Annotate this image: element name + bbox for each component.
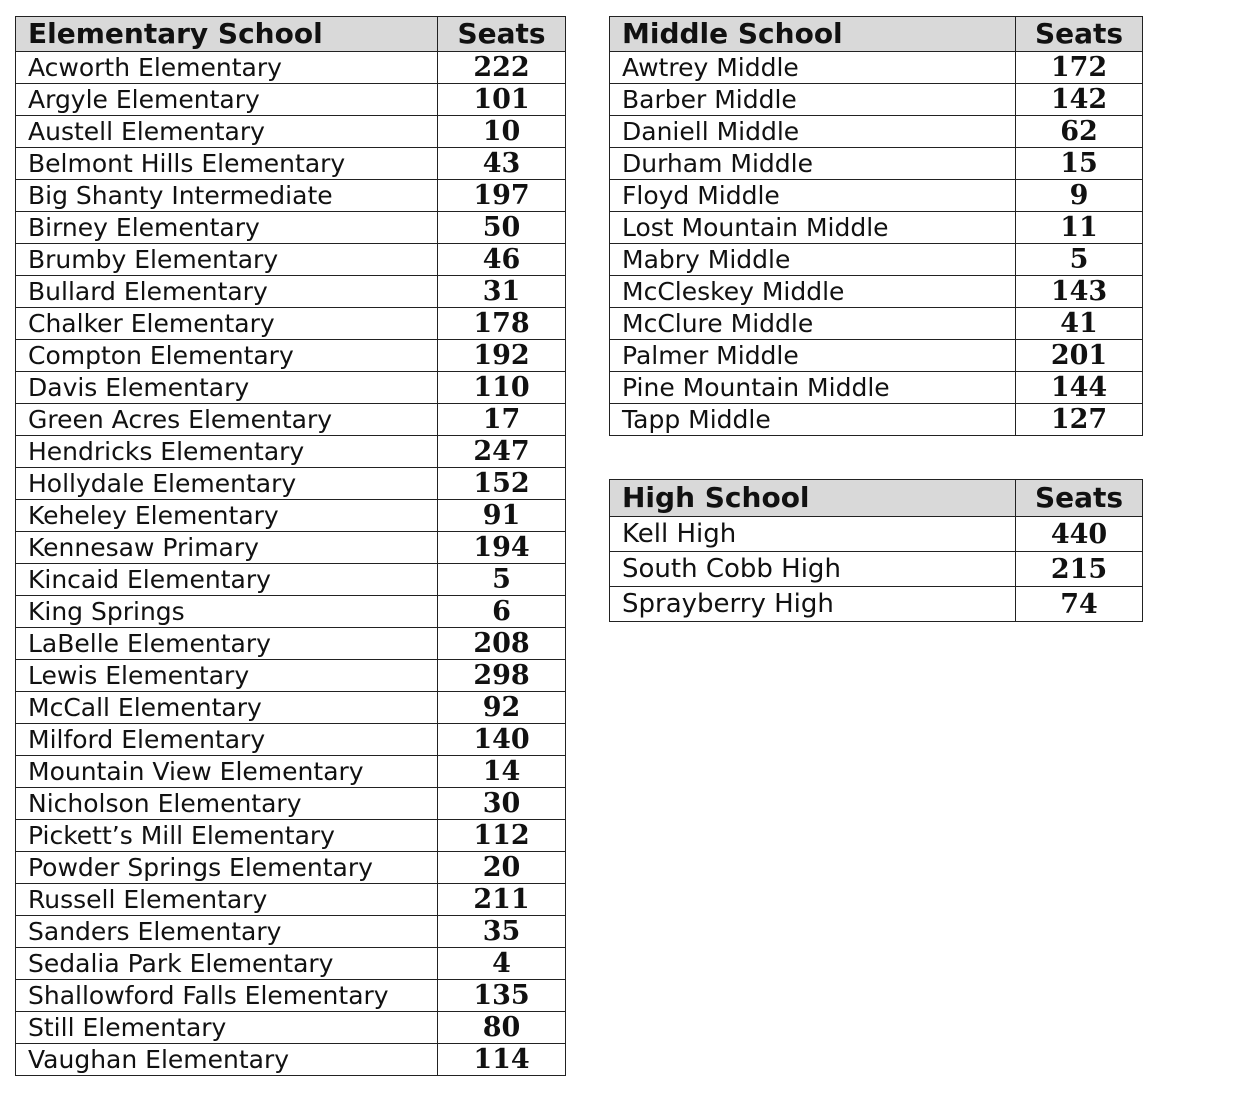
school-name-cell: Compton Elementary: [16, 340, 438, 372]
high-header-row: [610, 480, 1143, 517]
elementary-school-table: [15, 16, 566, 1076]
elementary-header-seats: Seats: [438, 17, 566, 52]
school-name-cell: McCleskey Middle: [610, 276, 1016, 308]
school-name-cell: Austell Elementary: [16, 116, 438, 148]
seats-cell: 215: [1016, 552, 1143, 587]
seats-cell: 41: [1016, 308, 1143, 340]
table-row: [16, 436, 566, 468]
table-row: [610, 276, 1143, 308]
table-row: [16, 788, 566, 820]
middle-header-seats: Seats: [1016, 17, 1143, 52]
table-row: [16, 468, 566, 500]
table-row: [610, 84, 1143, 116]
seats-cell: 201: [1016, 340, 1143, 372]
table-row: [610, 552, 1143, 587]
school-name-cell: Green Acres Elementary: [16, 404, 438, 436]
school-name-cell: McClure Middle: [610, 308, 1016, 340]
high-table-body: [610, 517, 1143, 622]
school-name-cell: Powder Springs Elementary: [16, 852, 438, 884]
seats-cell: 298: [438, 660, 566, 692]
table-row: [16, 84, 566, 116]
school-name-cell: Pine Mountain Middle: [610, 372, 1016, 404]
school-name-cell: Hollydale Elementary: [16, 468, 438, 500]
school-name-cell: South Cobb High: [610, 552, 1016, 587]
seats-cell: 15: [1016, 148, 1143, 180]
school-name-cell: Floyd Middle: [610, 180, 1016, 212]
school-name-cell: Awtrey Middle: [610, 52, 1016, 84]
table-row: [16, 756, 566, 788]
seats-cell: 440: [1016, 517, 1143, 552]
table-row: [610, 340, 1143, 372]
school-name-cell: LaBelle Elementary: [16, 628, 438, 660]
seats-cell: 208: [438, 628, 566, 660]
seats-cell: 30: [438, 788, 566, 820]
table-row: [16, 564, 566, 596]
table-row: [610, 116, 1143, 148]
table-row: [610, 308, 1143, 340]
school-name-cell: Hendricks Elementary: [16, 436, 438, 468]
table-row: [610, 148, 1143, 180]
seats-cell: 31: [438, 276, 566, 308]
middle-table-body: [610, 52, 1143, 436]
seats-cell: 178: [438, 308, 566, 340]
table-row: [16, 1044, 566, 1076]
table-row: [16, 148, 566, 180]
seats-cell: 20: [438, 852, 566, 884]
seats-cell: 135: [438, 980, 566, 1012]
seats-cell: 197: [438, 180, 566, 212]
table-row: [16, 500, 566, 532]
seats-cell: 143: [1016, 276, 1143, 308]
middle-school-table: [609, 16, 1143, 436]
seats-cell: 11: [1016, 212, 1143, 244]
school-name-cell: Russell Elementary: [16, 884, 438, 916]
table-row: [16, 1012, 566, 1044]
seats-cell: 5: [438, 564, 566, 596]
school-name-cell: Shallowford Falls Elementary: [16, 980, 438, 1012]
table-row: [16, 340, 566, 372]
table-row: [610, 52, 1143, 84]
school-name-cell: Barber Middle: [610, 84, 1016, 116]
seats-cell: 80: [438, 1012, 566, 1044]
elementary-header-row: [16, 17, 566, 52]
school-name-cell: Sanders Elementary: [16, 916, 438, 948]
middle-header-name: Middle School: [610, 17, 1016, 52]
table-row: [610, 212, 1143, 244]
school-name-cell: Palmer Middle: [610, 340, 1016, 372]
seats-cell: 247: [438, 436, 566, 468]
seats-cell: 92: [438, 692, 566, 724]
school-name-cell: Kennesaw Primary: [16, 532, 438, 564]
elementary-header-name: Elementary School: [16, 17, 438, 52]
table-row: [16, 52, 566, 84]
seats-cell: 110: [438, 372, 566, 404]
table-row: [16, 116, 566, 148]
table-row: [610, 180, 1143, 212]
seats-cell: 142: [1016, 84, 1143, 116]
table-row: [16, 820, 566, 852]
school-name-cell: Chalker Elementary: [16, 308, 438, 340]
school-name-cell: Milford Elementary: [16, 724, 438, 756]
school-name-cell: Acworth Elementary: [16, 52, 438, 84]
seats-cell: 74: [1016, 587, 1143, 622]
table-row: [16, 724, 566, 756]
seats-cell: 222: [438, 52, 566, 84]
seats-cell: 43: [438, 148, 566, 180]
high-school-table: [609, 479, 1143, 622]
seats-cell: 152: [438, 468, 566, 500]
table-row: [16, 404, 566, 436]
table-row: [16, 916, 566, 948]
table-row: [16, 308, 566, 340]
school-name-cell: Keheley Elementary: [16, 500, 438, 532]
seats-cell: 46: [438, 244, 566, 276]
school-name-cell: Bullard Elementary: [16, 276, 438, 308]
school-name-cell: Still Elementary: [16, 1012, 438, 1044]
seats-cell: 4: [438, 948, 566, 980]
seats-cell: 91: [438, 500, 566, 532]
seats-cell: 101: [438, 84, 566, 116]
table-row: [16, 532, 566, 564]
table-row: [16, 948, 566, 980]
school-name-cell: Durham Middle: [610, 148, 1016, 180]
elementary-table-body: [16, 52, 566, 1076]
school-name-cell: Mabry Middle: [610, 244, 1016, 276]
seats-cell: 211: [438, 884, 566, 916]
school-name-cell: Davis Elementary: [16, 372, 438, 404]
seats-cell: 192: [438, 340, 566, 372]
table-row: [16, 372, 566, 404]
school-name-cell: Lewis Elementary: [16, 660, 438, 692]
seats-cell: 10: [438, 116, 566, 148]
table-row: [610, 517, 1143, 552]
high-header-name: High School: [610, 480, 1016, 517]
school-name-cell: Nicholson Elementary: [16, 788, 438, 820]
table-row: [16, 180, 566, 212]
table-row: [16, 660, 566, 692]
school-name-cell: Big Shanty Intermediate: [16, 180, 438, 212]
seats-cell: 35: [438, 916, 566, 948]
table-row: [16, 244, 566, 276]
seats-cell: 5: [1016, 244, 1143, 276]
high-header-seats: Seats: [1016, 480, 1143, 517]
seats-cell: 6: [438, 596, 566, 628]
table-row: [610, 372, 1143, 404]
seats-cell: 62: [1016, 116, 1143, 148]
table-row: [16, 212, 566, 244]
school-name-cell: McCall Elementary: [16, 692, 438, 724]
seats-cell: 172: [1016, 52, 1143, 84]
school-name-cell: Argyle Elementary: [16, 84, 438, 116]
school-name-cell: Sedalia Park Elementary: [16, 948, 438, 980]
seats-cell: 114: [438, 1044, 566, 1076]
table-row: [16, 692, 566, 724]
seats-cell: 14: [438, 756, 566, 788]
seats-cell: 17: [438, 404, 566, 436]
seats-cell: 140: [438, 724, 566, 756]
table-row: [16, 276, 566, 308]
school-name-cell: Mountain View Elementary: [16, 756, 438, 788]
school-name-cell: Kell High: [610, 517, 1016, 552]
table-row: [16, 628, 566, 660]
table-row: [16, 852, 566, 884]
school-name-cell: Tapp Middle: [610, 404, 1016, 436]
school-name-cell: King Springs: [16, 596, 438, 628]
seats-cell: 194: [438, 532, 566, 564]
school-name-cell: Birney Elementary: [16, 212, 438, 244]
seats-cell: 127: [1016, 404, 1143, 436]
school-name-cell: Belmont Hills Elementary: [16, 148, 438, 180]
school-name-cell: Daniell Middle: [610, 116, 1016, 148]
school-name-cell: Kincaid Elementary: [16, 564, 438, 596]
table-row: [16, 884, 566, 916]
seats-cell: 50: [438, 212, 566, 244]
table-row: [610, 244, 1143, 276]
seats-cell: 9: [1016, 180, 1143, 212]
school-name-cell: Vaughan Elementary: [16, 1044, 438, 1076]
table-row: [610, 404, 1143, 436]
middle-header-row: [610, 17, 1143, 52]
table-row: [16, 596, 566, 628]
seats-cell: 144: [1016, 372, 1143, 404]
school-name-cell: Brumby Elementary: [16, 244, 438, 276]
school-name-cell: Sprayberry High: [610, 587, 1016, 622]
school-name-cell: Pickett’s Mill Elementary: [16, 820, 438, 852]
table-row: [16, 980, 566, 1012]
table-row: [610, 587, 1143, 622]
seats-cell: 112: [438, 820, 566, 852]
school-name-cell: Lost Mountain Middle: [610, 212, 1016, 244]
